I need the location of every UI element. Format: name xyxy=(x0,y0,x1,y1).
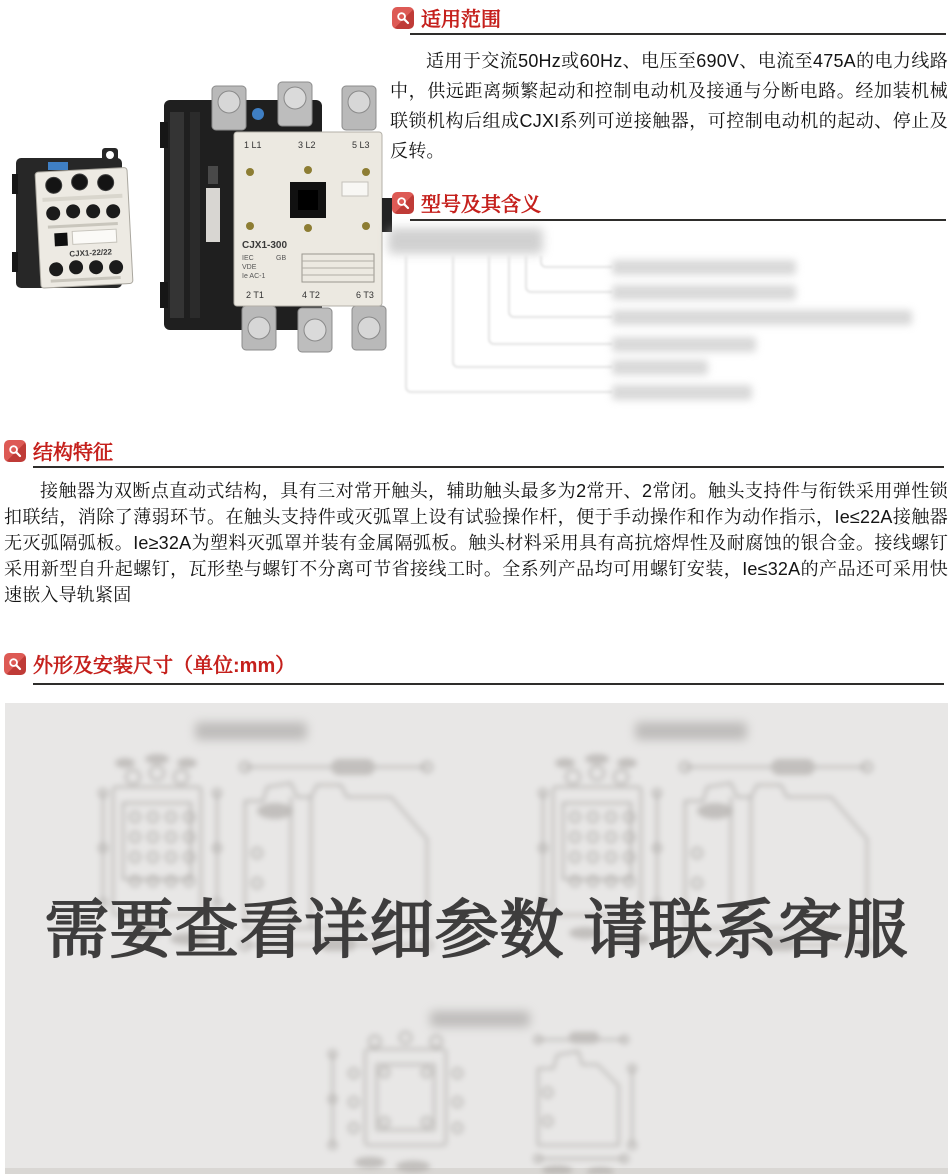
blurred-description xyxy=(612,260,796,275)
blurred-description xyxy=(612,285,796,300)
terminal-label: 1 L1 xyxy=(244,140,262,150)
section-header-model xyxy=(392,188,541,217)
large-contactor-front-panel xyxy=(234,132,382,306)
bottom-terminal-screws xyxy=(242,306,386,352)
magnifier-icon xyxy=(4,440,26,462)
blurred-drawing-title xyxy=(635,722,747,740)
svg-text:Ie AC-1: Ie AC-1 xyxy=(242,273,266,280)
contact-service-watermark: 需要查看详细参数 请联系客服 xyxy=(44,894,909,966)
large-contactor-model-label: CJX1-300 xyxy=(242,240,288,251)
terminal-label: 3 L2 xyxy=(298,140,316,150)
section-divider xyxy=(410,219,946,221)
magnifier-icon xyxy=(4,653,26,675)
terminal-label: 2 T1 xyxy=(246,290,264,300)
terminal-label: 5 L3 xyxy=(352,140,370,150)
section-title: 结构特征 xyxy=(33,442,113,464)
product-photos xyxy=(0,58,392,363)
scope-body-text: 适用于交流50Hz或60Hz、电压至690V、电流至475A的电力线路中，供远距离频繁起动和控制电动机及接通与分断电路。经加装机械联锁机构后组成CJXI系列可逆接触器，可控制电动机的起动、停止及反转。 xyxy=(390,51,948,161)
small-contactor-photo xyxy=(10,144,152,302)
model-code-diagram-blurred xyxy=(388,226,950,414)
dimension-drawings-panel xyxy=(5,703,948,1174)
small-contactor-front-panel xyxy=(35,167,133,288)
structure-body-text: 接触器为双断点直动式结构，具有三对常开触头，辅助触头最多为2常开、2常闭。触头支持件与衔铁采用弹性锁扣联结，消除了薄弱环节。在触头支持件或灭弧罩上设有试验操作杆，便于手动操作和作为动作指示，Ie≤22A接触器无灭弧隔弧板。Ie≥32A为塑料灭弧罩并装有金属隔弧板。触头材料采用具有高抗熔焊性及耐腐蚀的银合金。接线螺钉采用新型自升起螺钉，瓦形垫与螺钉不分离可节省接线工时。全系列产品均可用螺钉安装，Ie≤32A的产品还可采用快速嵌入导轨紧固 xyxy=(4,481,948,605)
blurred-description xyxy=(612,337,756,352)
svg-text:GB: GB xyxy=(276,255,287,262)
terminal-label: 6 T3 xyxy=(356,290,374,300)
svg-text:IEC: IEC xyxy=(242,255,254,262)
blurred-description xyxy=(612,310,912,325)
magnifier-icon xyxy=(392,192,414,214)
section-header-scope xyxy=(392,3,501,32)
blurred-drawing-title xyxy=(195,722,307,740)
top-terminal-screws xyxy=(212,82,376,130)
terminal-label: 4 T2 xyxy=(302,290,320,300)
blurred-description xyxy=(612,360,708,375)
blurred-model-code xyxy=(388,228,543,254)
section-title: 适用范围 xyxy=(421,9,501,31)
large-contactor-photo xyxy=(146,70,392,362)
blurred-description xyxy=(612,385,752,400)
section-divider xyxy=(33,466,944,468)
magnifier-icon xyxy=(392,7,414,29)
section-title: 外形及安装尺寸（单位:mm） xyxy=(33,655,296,677)
small-contactor-model-label: CJX1-22/22 xyxy=(69,247,113,259)
diagram-connector xyxy=(540,256,612,268)
section-header-structure xyxy=(4,436,113,465)
section-title: 型号及其含义 xyxy=(421,194,541,216)
blurred-drawing-title xyxy=(430,1011,530,1027)
section-header-dimensions xyxy=(4,649,295,678)
svg-text:VDE: VDE xyxy=(242,264,257,271)
blurred-dimension-drawing-bottom xyxy=(290,1030,690,1174)
section-divider xyxy=(410,33,946,35)
section-divider xyxy=(33,683,944,685)
